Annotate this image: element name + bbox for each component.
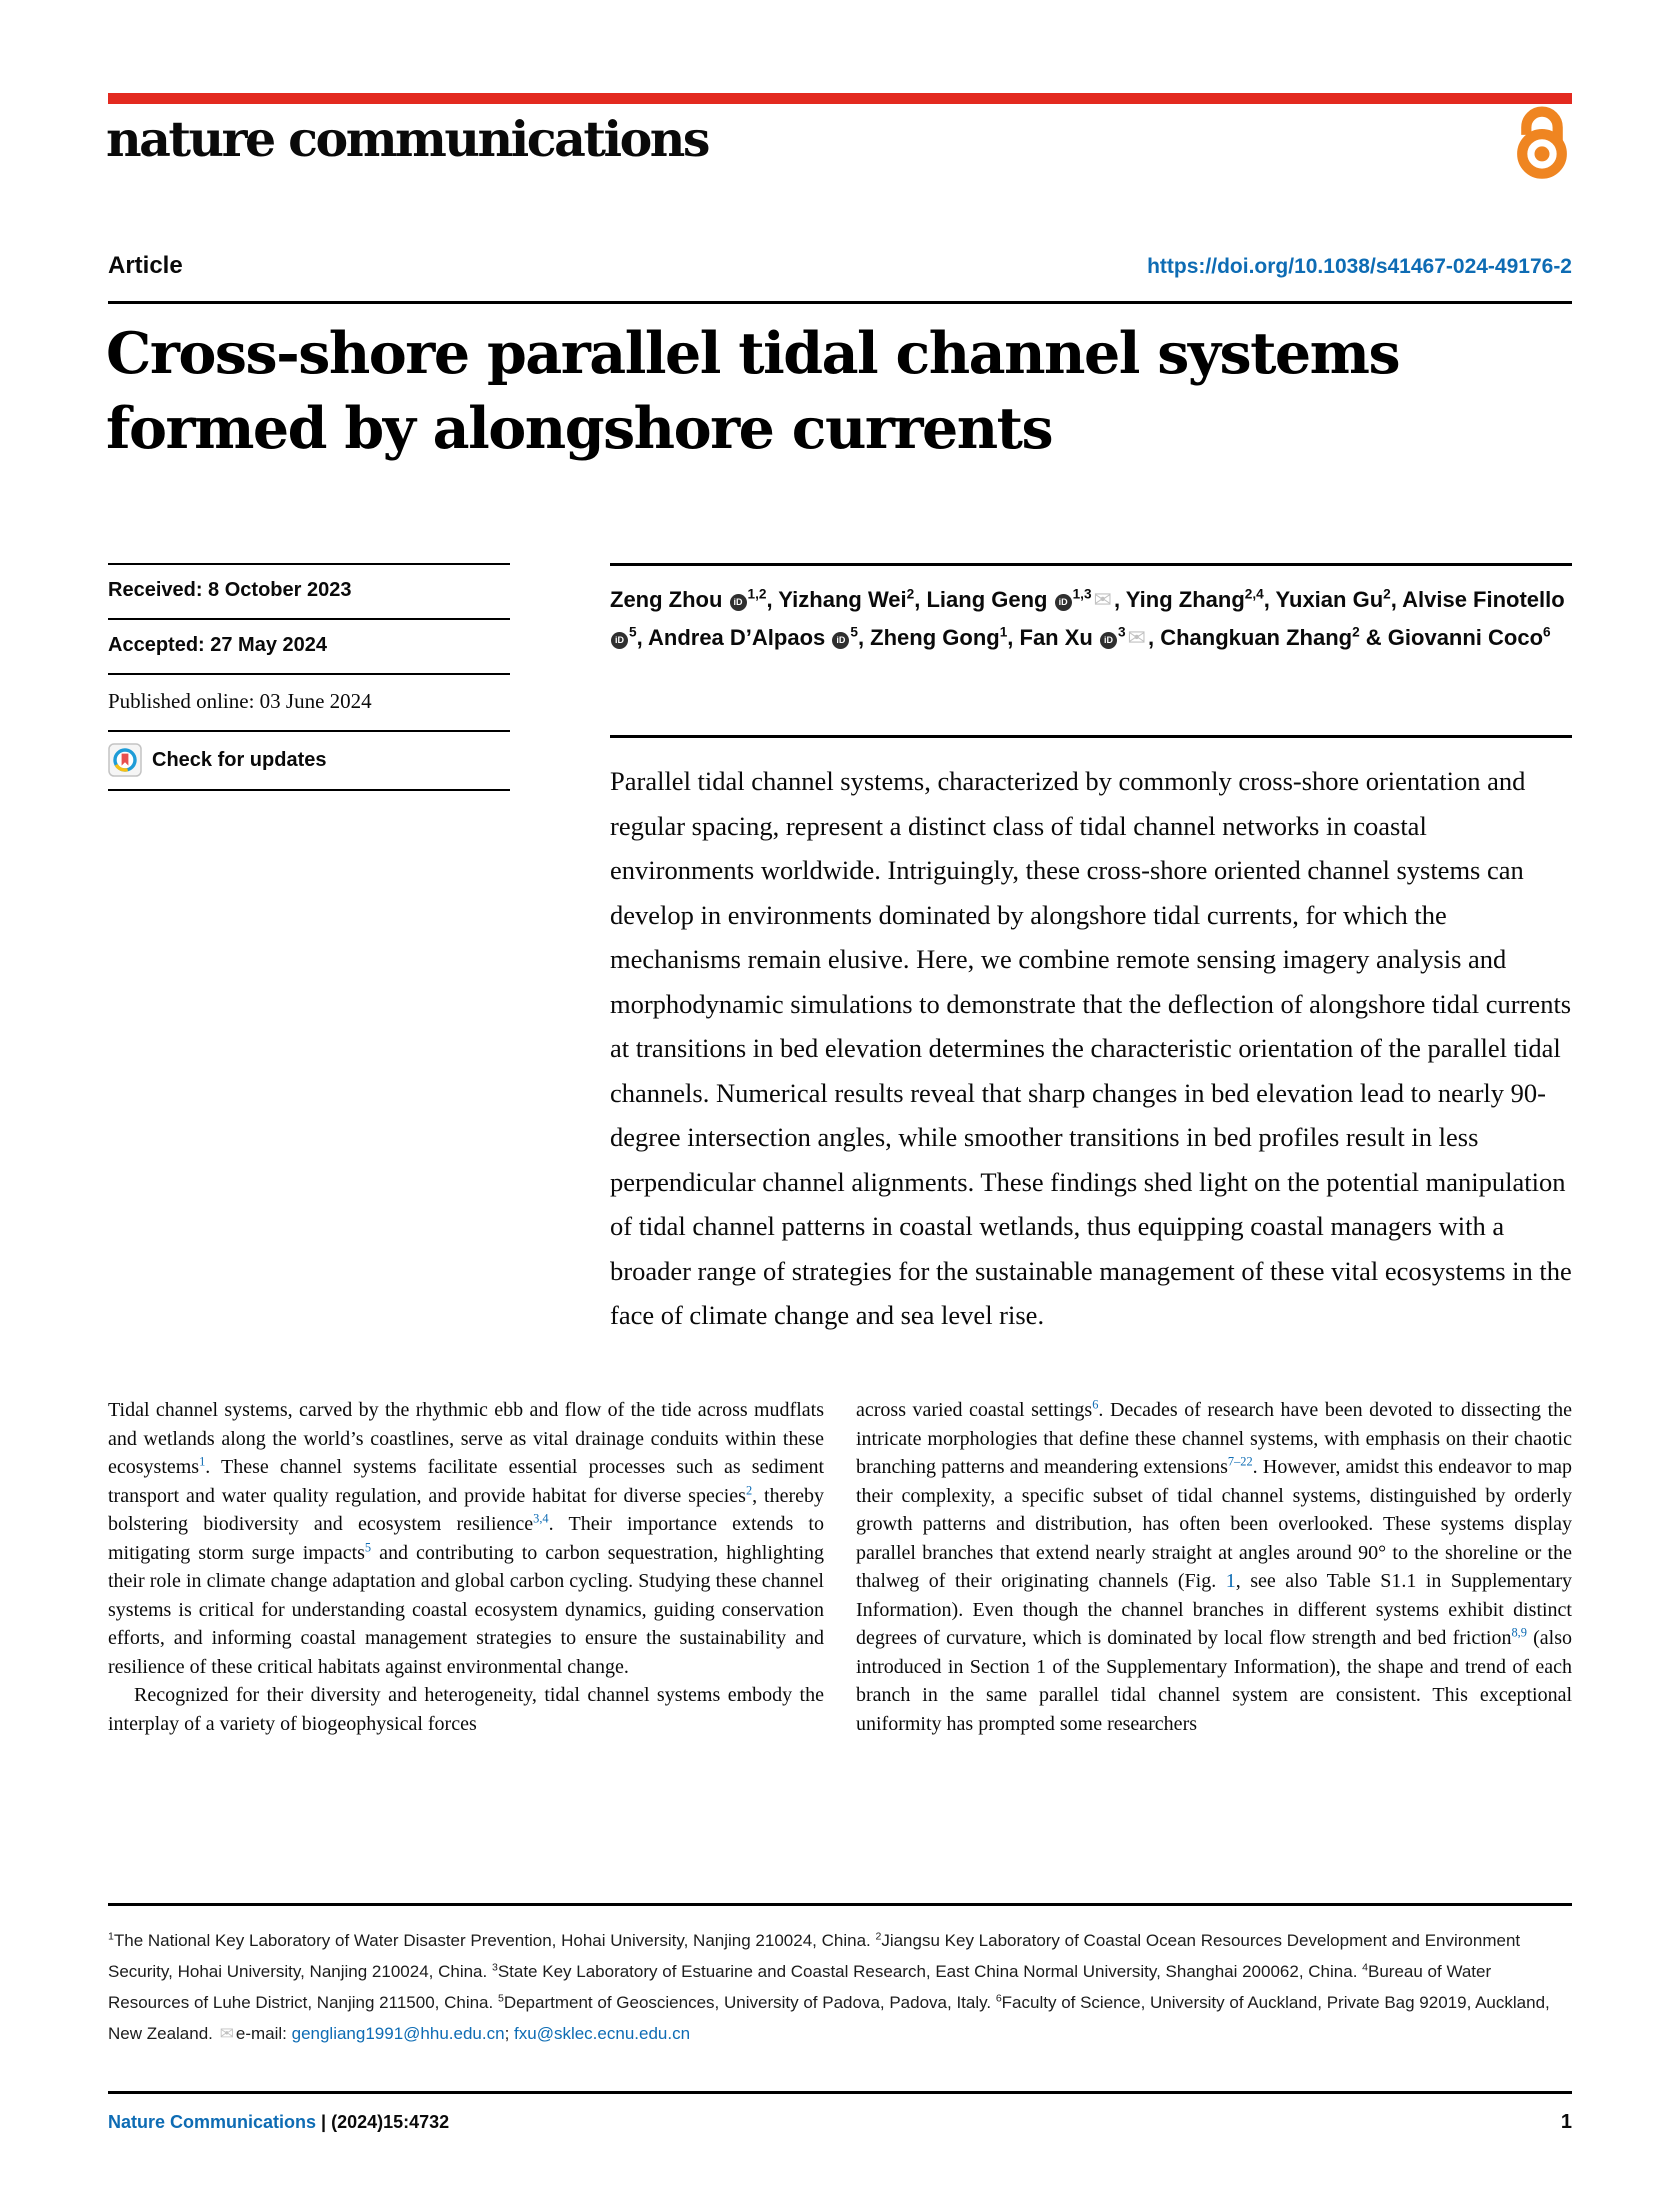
abstract: Parallel tidal channel systems, characterized by commonly cross-shore orientation and regular spacing, represent a distinct class of tidal channel networks in coastal environments worldwide. Intriguingly, these cross-shore oriented channel systems can develop in environments dominated by alongshore tidal currents, for which the mechanisms remain elusive. Here, we combine remote sensing imagery analysis and morphodynamic simulations to demonstrate that the deflection of alongshore tidal currents at transitions in bed elevation determines the characteristic orientation of the parallel tidal channels. Numerical results reveal that sharp changes in bed elevation lead to nearly 90-degree intersection angles, while smoother transitions in bed profiles result in less perpendicular channel alignments. These findings shed light on the potential manipulation of tidal channel patterns in coastal wetlands, thus equipping coastal managers with a broader range of strategies for the sustainable management of these vital ecosystems in the face of climate change and sea level rise. <box>610 735 1572 1338</box>
reference-link[interactable]: 3,4 <box>533 1511 549 1526</box>
title-line-1: Cross-shore parallel tidal channel systems <box>106 320 1400 387</box>
text-segment: , Alvise Finotello <box>1390 587 1565 612</box>
text-segment: , see also Table S1.1 in Supplementary Information). Even though the channel branches in different systems exhibit distinct degrees of curvature, which is dominated by local flow strength and bed friction <box>856 1570 1572 1649</box>
brand-accent-bar <box>108 93 1572 104</box>
footer-volume: | (2024)15:4732 <box>321 2112 450 2132</box>
accepted-date: Accepted: 27 May 2024 <box>108 618 510 673</box>
paragraph <box>108 1681 824 1738</box>
body-text <box>108 1396 1572 1738</box>
orcid-icon <box>1100 632 1117 649</box>
superscript: 2 <box>875 1930 882 1943</box>
page-footer <box>108 2091 1572 2134</box>
orcid-icon <box>730 594 747 611</box>
text-segment: The National Key Laboratory of Water Disaster Prevention, Hohai University, Nanjing 210024, China. <box>113 1931 876 1950</box>
crossmark-icon <box>108 743 142 777</box>
mail-icon <box>1094 582 1112 619</box>
title-line-2: formed by alongshore currents <box>106 395 1053 462</box>
reference-link[interactable]: 2 <box>745 1482 753 1497</box>
published-date: Published online: 03 June 2024 <box>108 673 510 730</box>
text-segment: . However, amidst this endeavor to map their complexity, a specific subset of tidal channel systems, distinguished by orderly growth patterns and distribution, has often been overlooked. These systems display parallel branches that extend nearly straight at angles around 90° to the shoreline or the thalweg of their originating channels (Fig. <box>856 1456 1573 1592</box>
text-segment: , Yuxian Gu <box>1263 587 1384 612</box>
superscript: 1,2 <box>747 586 767 602</box>
footer-citation <box>108 2112 449 2133</box>
reference-link[interactable]: 5 <box>364 1539 372 1554</box>
text-segment: , thereby bolstering biodiversity and ecosystem resilience <box>108 1484 824 1535</box>
text-segment: . Their importance extends to mitigating storm surge impacts <box>108 1513 824 1564</box>
doi-link[interactable]: https://doi.org/10.1038/s41467-024-49176-2 <box>1147 255 1572 278</box>
superscript: 3 <box>1117 624 1126 640</box>
text-segment: Zeng Zhou <box>610 587 729 612</box>
text-segment: , Liang Geng <box>914 587 1054 612</box>
text-segment: e-mail: <box>235 2024 292 2043</box>
journal-logo: nature communications <box>106 110 708 168</box>
article-header-row <box>108 252 1572 280</box>
body-column-right <box>856 1396 1572 1738</box>
text-segment: Tidal channel systems, carved by the rhythmic ebb and flow of the tide across mudflats and wetlands along the world’s coastlines, serve as vital drainage conduits within these ecosystems <box>108 1399 824 1478</box>
mail-icon <box>220 2019 234 2050</box>
check-for-updates[interactable] <box>108 730 510 791</box>
author-list <box>610 563 1572 657</box>
open-access-icon <box>1512 106 1572 180</box>
affiliations-footnote <box>108 1903 1572 2050</box>
text-segment: across varied coastal settings <box>856 1399 1093 1421</box>
superscript: 4 <box>1362 1961 1368 1974</box>
text-segment: , Yizhang Wei <box>766 587 907 612</box>
text-segment: Recognized for their diversity and heterogeneity, tidal channel systems embody the interplay of a variety of biogeophysical forces <box>108 1684 824 1735</box>
text-segment: Jiangsu Key Laboratory of Coastal Ocean Resources Development and Environment Security, Hohai University, Nanjing 210024, China. <box>108 1931 1521 1981</box>
reference-link[interactable]: fxu@sklec.ecnu.edu.cn <box>514 2024 691 2043</box>
superscript: 2,4 <box>1244 586 1264 602</box>
body-column-left <box>108 1396 824 1738</box>
text-segment: , Ying Zhang <box>1113 587 1245 612</box>
superscript: 5 <box>629 624 637 640</box>
superscript: 3 <box>491 1961 498 1974</box>
superscript: 5 <box>850 624 858 640</box>
reference-link[interactable]: 1 <box>199 1454 206 1469</box>
page-title <box>106 316 1572 466</box>
superscript: 2 <box>1352 624 1360 640</box>
article-type-label: Article <box>108 252 183 279</box>
reference-link[interactable]: 7–22 <box>1227 1454 1253 1469</box>
text-segment: ; <box>504 2024 515 2043</box>
text-segment: Faculty of Science, University of Auckland, Private Bag 92019, Auckland, New Zealand. <box>108 1993 1550 2043</box>
text-segment: State Key Laboratory of Estuarine and Coastal Research, East China Normal University, Shanghai 200062, China. <box>497 1962 1363 1981</box>
paragraph <box>856 1396 1572 1738</box>
text-segment: . These channel systems facilitate essential processes such as sediment transport and water quality regulation, and provide habitat for diverse species <box>108 1456 824 1507</box>
superscript: 1 <box>999 624 1008 640</box>
text-segment: . Decades of research have been devoted to dissecting the intricate morphologies that define these channel systems, with emphasis on their chaotic branching patterns and meandering extensions <box>856 1399 1573 1478</box>
text-segment: & Giovanni Coco <box>1359 625 1544 650</box>
paragraph <box>108 1396 824 1681</box>
text-segment: , Fan Xu <box>1007 625 1099 650</box>
text-segment: Bureau of Water Resources of Luhe District, Nanjing 211500, China. <box>108 1962 1492 2012</box>
superscript: 6 <box>1543 624 1551 640</box>
superscript: 5 <box>497 1992 504 2005</box>
reference-link[interactable]: 1 <box>1225 1570 1236 1592</box>
reference-link[interactable]: gengliang1991@hhu.edu.cn <box>291 2024 505 2043</box>
reference-link[interactable]: 8,9 <box>1511 1625 1527 1640</box>
text-segment: , Zheng Gong <box>857 625 1000 650</box>
orcid-icon <box>611 632 628 649</box>
title-divider <box>108 301 1572 304</box>
text-segment: and contributing to carbon sequestration, highlighting their role in climate change adaptation and global carbon cycling. Studying these channel systems is critical for understanding coastal ecosystem dynamics, guiding conservation efforts, and informing coastal management strategies to ensure the sustainability and resilience of these critical habitats against environmental change. <box>108 1541 824 1678</box>
received-date: Received: 8 October 2023 <box>108 563 510 618</box>
mail-icon <box>1128 620 1146 657</box>
text-segment: Department of Geosciences, University of Padova, Padova, Italy. <box>503 1993 996 2012</box>
superscript: 1 <box>108 1930 114 1943</box>
text-segment: (also introduced in Section 1 of the Supplementary Information), the shape and trend of each branch in the same parallel tidal channel system are consistent. This exceptional uniformity has prompted some researchers <box>856 1627 1572 1735</box>
orcid-icon <box>1055 594 1072 611</box>
footer-journal-link[interactable]: Nature Communications <box>108 2112 317 2132</box>
text-segment: , Andrea D’Alpaos <box>636 625 832 650</box>
superscript: 2 <box>906 586 915 602</box>
text-segment: , Changkuan Zhang <box>1147 625 1353 650</box>
superscript: 2 <box>1383 586 1391 602</box>
check-for-updates-label: Check for updates <box>152 748 327 771</box>
superscript: 1,3 <box>1072 586 1092 602</box>
reference-link[interactable]: 6 <box>1092 1397 1099 1412</box>
page-number: 1 <box>1560 2111 1572 2133</box>
orcid-icon <box>832 632 849 649</box>
superscript: 6 <box>995 1992 1002 2005</box>
article-history <box>108 563 510 791</box>
